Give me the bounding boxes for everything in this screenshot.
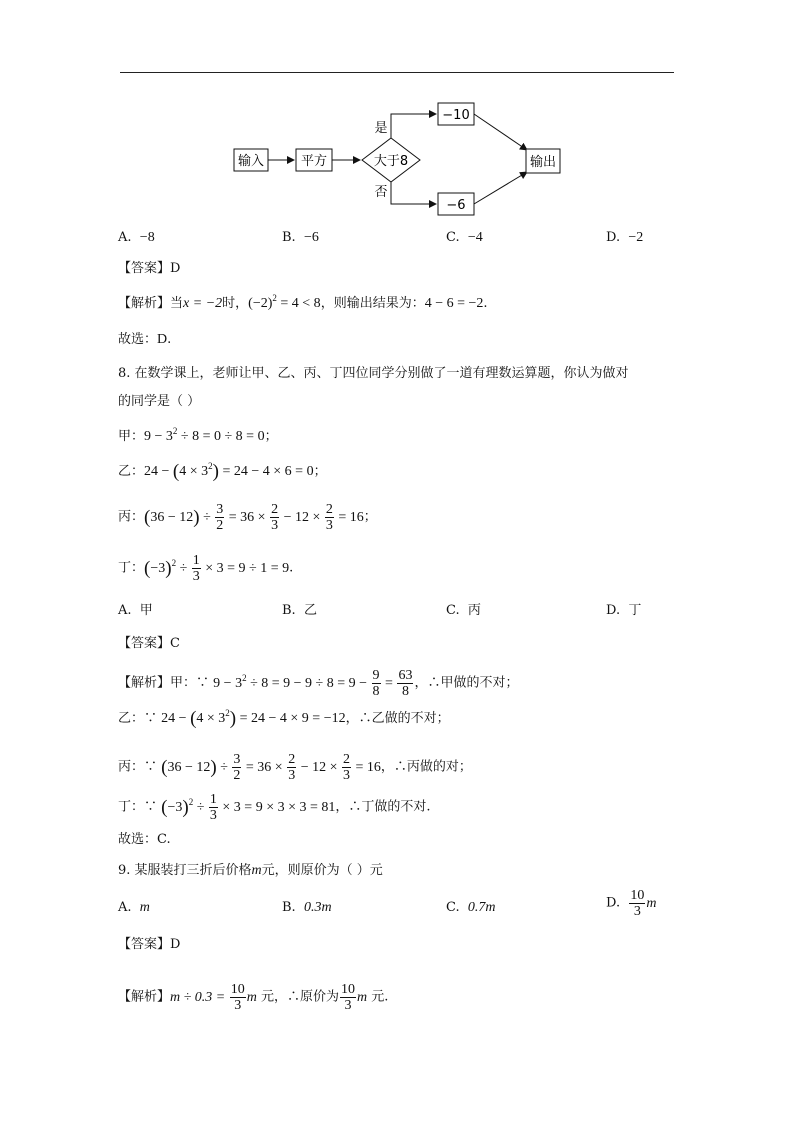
q9-option-c (446, 898, 496, 918)
row-end: ； (264, 429, 278, 444)
fraction (209, 792, 218, 823)
fraction-denominator: 3 (192, 569, 200, 584)
option-letter: D. (606, 895, 621, 911)
q9-option-d (606, 888, 656, 919)
fraction-denominator: 3 (344, 998, 352, 1013)
option-letter: D. (606, 603, 621, 618)
option-value: 丙 (467, 603, 481, 618)
fraction (342, 752, 351, 783)
fraction-denominator: 3 (288, 768, 296, 783)
expression (170, 982, 257, 1013)
expression: (36 − 12) ÷ $\frac{3}{2}$ = 36 × $\frac{2}{3}$ − 12 × $\frac{2}{3}$ = 16 (144, 502, 364, 533)
q8-sol-bing (118, 752, 472, 783)
fraction-denominator: 3 (271, 518, 279, 533)
answer-tag: 【答案】 (118, 636, 171, 651)
option-value: 0.3m (303, 900, 332, 915)
stem-text: 元，则原价为（ ）元 (261, 863, 383, 878)
q7-analysis (118, 294, 488, 314)
row-label: 丙： (118, 759, 145, 775)
answer-tag: 【答案】 (118, 937, 171, 952)
option-letter: A. (118, 230, 132, 245)
fraction-denominator: 3 (209, 808, 217, 823)
analysis-text: 元. (367, 989, 389, 1005)
conclusion-value: D (157, 332, 168, 347)
fraction-numerator: 2 (343, 752, 350, 767)
row-tail: ，∴乙做的不对； (345, 711, 450, 726)
option-letter: B. (282, 230, 296, 245)
row-label: 甲： (170, 675, 197, 691)
fraction-numerator: 10 (230, 982, 245, 997)
fraction-numerator: 2 (271, 502, 279, 517)
expression: $(-3)^2$ ÷ $\frac{1}{3}$ × 3 = 9 × 3 × 3 = 81 (161, 792, 336, 823)
fraction-denominator: 3 (234, 998, 242, 1013)
expr-variable: m (357, 989, 368, 1005)
row-label: 乙： (118, 711, 145, 726)
fraction-numerator: 10 (341, 982, 356, 997)
row-label: 丙： (118, 509, 145, 525)
option-value: 甲 (139, 603, 153, 618)
stem-variable: m (251, 863, 262, 878)
flowchart (0, 0, 794, 230)
q8-option-d (606, 601, 641, 621)
expr-part: × 3 = 9 × 3 × 3 = 81 (218, 799, 336, 815)
expr-exponent: 2 (188, 796, 194, 807)
q8-option-c (446, 601, 481, 621)
because-symbol: ∵ (144, 711, 162, 726)
expr-part: − 12 × (297, 759, 341, 775)
fraction-denominator: 2 (233, 768, 241, 783)
flow-yes-branch (391, 114, 436, 138)
option-letter: B. (282, 603, 296, 618)
expr-part: m ÷ 0.3 = (170, 989, 229, 1005)
expr-part: ÷ 8 = 9 − 9 ÷ 8 = 9 − (246, 675, 371, 691)
expr-part: −3 (167, 799, 183, 815)
option-value: 丁 (628, 603, 642, 618)
answer-value: C (170, 636, 180, 651)
q8-stem-line2: 的同学是（ ） (118, 394, 201, 409)
analysis-text: 时， (222, 296, 249, 311)
analysis-text: ，则输出结果为： (320, 296, 425, 311)
q8-sol-jia (118, 668, 518, 699)
option-value: m (139, 900, 150, 915)
conclusion-text: 故选： (118, 332, 158, 347)
q9-stem (118, 861, 383, 881)
analysis-text: 当 (170, 296, 184, 311)
q7-option-b (282, 228, 319, 248)
option-letter: C. (446, 900, 460, 915)
fraction-numerator: 63 (398, 668, 413, 683)
flow-yes-label: 是 (374, 121, 388, 136)
fraction-numerator: 3 (233, 752, 241, 767)
fraction-denominator: 2 (216, 518, 224, 533)
expression: (36 − 12) ÷ $\frac{3}{2}$ = 36 × $\frac{2}{3}$ − 12 × $\frac{2}{3}$ = 16 (161, 752, 381, 783)
option-letter: C. (446, 230, 460, 245)
answer-tag: 【答案】 (118, 261, 171, 276)
expr-part: −3 (150, 560, 166, 576)
option-letter: B. (282, 900, 296, 915)
fraction-numerator: 1 (209, 792, 217, 807)
expr-part: ÷ (193, 799, 208, 815)
expr-part: = 36 × (225, 509, 270, 525)
option-value: −8 (139, 230, 155, 245)
expr-part: = 24 − 4 × 6 = 0 (218, 464, 314, 479)
expr-exponent: 2 (208, 461, 213, 471)
math-base: (−2) (248, 296, 273, 311)
expr-part: ÷ (199, 509, 215, 525)
analysis-tag: 【解析】 (118, 296, 171, 311)
because-symbol: ∵ (196, 675, 214, 691)
expr-part: = (381, 675, 397, 691)
flow-yes-op-label: −10 (442, 108, 470, 123)
q8-sol-ding (118, 792, 431, 823)
q8-bing (118, 502, 377, 533)
q8-jia (118, 427, 278, 447)
analysis-math: x = −2 (183, 296, 223, 311)
fraction-denominator: 8 (372, 684, 380, 699)
q7-option-d (606, 228, 643, 248)
row-label: 甲： (118, 429, 145, 444)
row-tail: ，∴丁做的不对. (335, 799, 431, 815)
option-value: −2 (628, 230, 644, 245)
q9-option-b (282, 898, 332, 918)
expr-part: 9 − 3 (144, 429, 173, 444)
analysis-tag: 【解析】 (118, 675, 171, 691)
expr-part: 36 − 12 (150, 509, 194, 525)
q7-conclusion (118, 330, 171, 350)
q9-answer (118, 935, 180, 955)
answer-value: D (170, 937, 181, 952)
analysis-text: . (483, 296, 488, 311)
because-symbol: ∵ (144, 759, 162, 775)
expr-exponent: 2 (171, 557, 177, 568)
analysis-text: 元，∴原价为 (256, 989, 340, 1005)
fraction (340, 982, 356, 1013)
math-exponent: 2 (272, 293, 277, 303)
expr-part: ÷ (216, 759, 232, 775)
fraction-numerator: 2 (325, 502, 333, 517)
q7-option-a (118, 228, 155, 248)
q8-answer (118, 634, 180, 654)
expr-part: 24 − (161, 711, 191, 726)
row-end: . (289, 560, 294, 576)
option-letter: A. (118, 603, 132, 618)
expr-part: = 16 (352, 759, 381, 775)
flow-no-label: 否 (374, 185, 388, 200)
fraction-denominator: 3 (325, 518, 333, 533)
fraction-denominator: 3 (343, 768, 350, 783)
expr-exponent: 2 (242, 672, 247, 683)
option-variable: m (646, 895, 657, 911)
fraction-numerator: 1 (192, 553, 200, 568)
fraction (192, 553, 201, 584)
row-tail: ，∴甲做的不对； (414, 675, 519, 691)
expression (339, 982, 368, 1013)
q8-stem-line1: 8. 在数学课上，老师让甲、乙、丙、丁四位同学分别做了一道有理数运算题，你认为做对 (118, 366, 629, 381)
answer-value: D (170, 261, 181, 276)
flow-output-label: 输出 (529, 155, 557, 170)
q8-yi (118, 462, 327, 482)
flow-input-label: 输入 (237, 154, 265, 169)
option-letter: D. (606, 230, 621, 245)
fraction-denominator: 3 (633, 904, 641, 919)
fraction (629, 888, 645, 919)
expression (144, 426, 265, 444)
fraction (325, 502, 334, 533)
expr-part: = 24 − 4 × 9 = −12 (236, 711, 346, 726)
flow-square-label: 平方 (300, 154, 328, 169)
expression: $24 - (4 \times 3^2) = 24 - 4 \times 9 = -12$ (161, 708, 346, 729)
fraction (232, 752, 241, 783)
expr-exponent: 2 (172, 426, 178, 436)
row-label: 丁： (118, 799, 145, 815)
row-end: ； (363, 509, 377, 525)
q8-conclusion: 故选：C. (118, 832, 171, 847)
expression: $24 - (4 \times 3^2) = 24 - 4 \times 6 = 0$ (144, 461, 314, 482)
expr-exponent: 2 (225, 708, 230, 718)
q9-analysis (118, 982, 388, 1013)
expr-part: = 36 × (242, 759, 287, 775)
option-letter: A. (118, 900, 132, 915)
fraction-denominator: 8 (401, 684, 409, 699)
expr-part: ÷ 8 = 0 ÷ 8 = 0 (177, 429, 265, 444)
fraction-numerator: 2 (288, 752, 296, 767)
option-value: 乙 (303, 603, 317, 618)
flow-arrow-no-output (474, 172, 527, 204)
row-label: 乙： (118, 464, 145, 479)
fraction (397, 668, 413, 699)
expr-part: ÷ (176, 560, 191, 576)
option-value (628, 888, 657, 919)
stem-text: 9. 某服装打三折后价格 (118, 863, 252, 878)
fraction (215, 502, 224, 533)
fraction (270, 502, 279, 533)
expr-variable: m (246, 989, 257, 1005)
flow-arrow-yes-output (474, 114, 527, 150)
q7-answer (118, 259, 180, 279)
fraction-numerator: 3 (216, 502, 224, 517)
row-tail: ，∴丙做的对； (380, 759, 472, 775)
q8-ding (118, 553, 293, 584)
q8-sol-yi (118, 709, 450, 729)
analysis-math: 4 − 6 = −2 (424, 296, 484, 311)
option-value: −4 (467, 230, 483, 245)
option-value: 0.7m (467, 900, 496, 915)
expr-part: = 16 (334, 509, 364, 525)
fraction (287, 752, 296, 783)
q7-option-c (446, 228, 483, 248)
flow-no-branch (391, 182, 436, 204)
expr-part: × 3 = 9 ÷ 1 = 9 (201, 560, 290, 576)
math-rest: = 4 < 8 (276, 296, 321, 311)
option-value: −6 (303, 230, 319, 245)
fraction-numerator: 9 (372, 668, 380, 683)
fraction (230, 982, 246, 1013)
expr-part: 9 − 3 (213, 675, 243, 691)
option-letter: C. (446, 603, 460, 618)
flow-no-op-label: −6 (446, 198, 466, 213)
analysis-math (248, 293, 321, 311)
fraction-numerator: 10 (630, 888, 645, 903)
expression (213, 668, 414, 699)
expr-part: 24 − (144, 464, 173, 479)
q9-option-a (118, 898, 150, 918)
q8-option-a (118, 601, 153, 621)
expr-part: 4 × 3 (179, 464, 209, 479)
q8-option-b (282, 601, 317, 621)
conclusion-end: . (167, 332, 172, 347)
because-symbol: ∵ (144, 799, 162, 815)
expr-part: 4 × 3 (196, 711, 226, 726)
expr-part: − 12 × (280, 509, 324, 525)
analysis-tag: 【解析】 (118, 989, 171, 1005)
fraction (372, 668, 381, 699)
expression: $(-3)^2$ ÷ $\frac{1}{3}$ × 3 = 9 ÷ 1 = 9 (144, 553, 290, 584)
row-label: 丁： (118, 560, 145, 576)
row-end: ； (313, 464, 327, 479)
flow-condition-label: 大于8 (373, 154, 409, 169)
expr-part: 36 − 12 (167, 759, 211, 775)
